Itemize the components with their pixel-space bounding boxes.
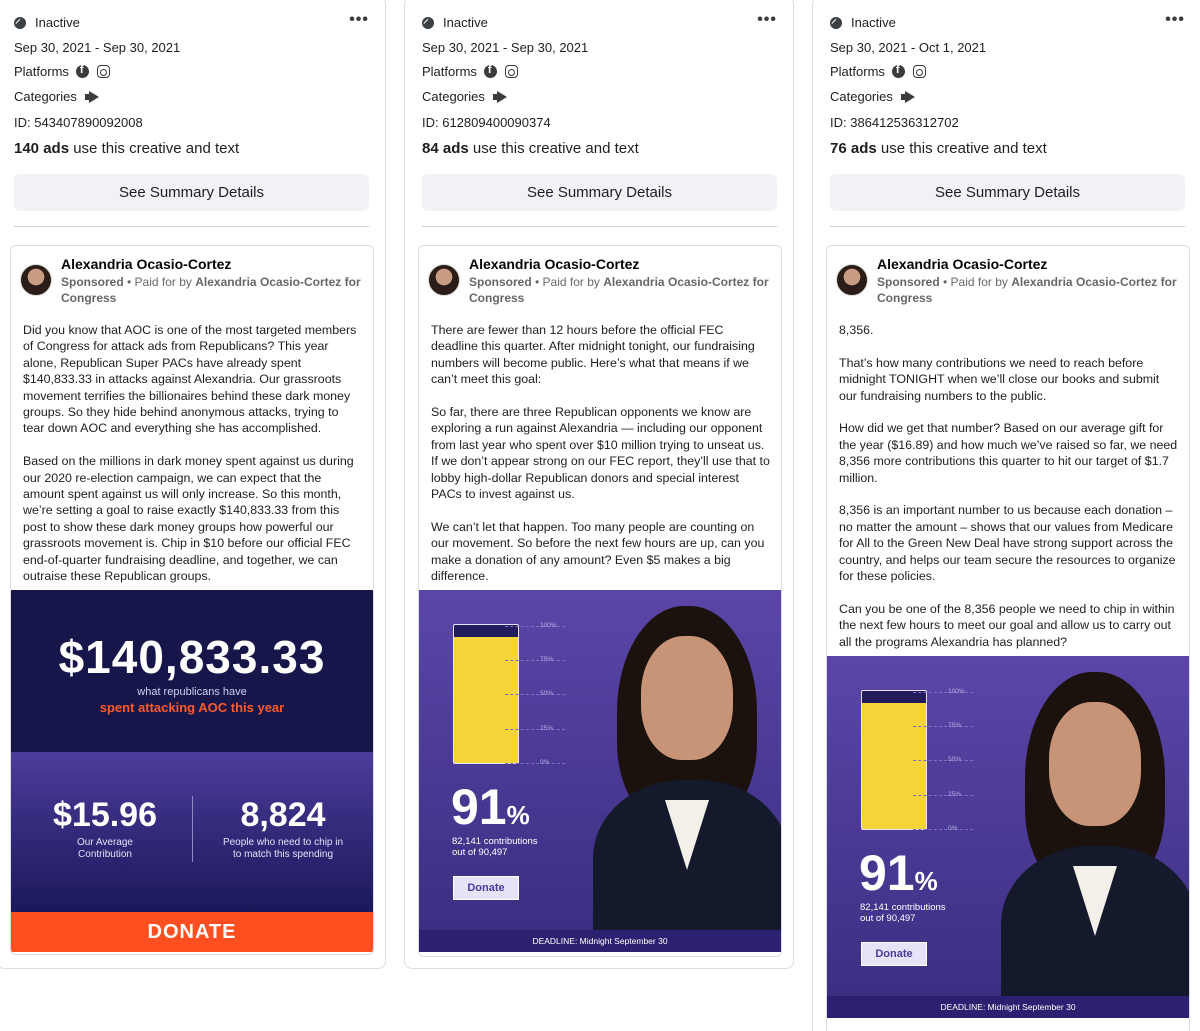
creative-big-amount: $140,833.33 xyxy=(58,631,326,683)
instagram-icon xyxy=(505,65,518,78)
status xyxy=(422,15,488,30)
sponsored-label: Sponsored xyxy=(61,275,124,289)
meter-ticks xyxy=(505,622,565,766)
tick-label: 50% xyxy=(540,690,554,697)
percent-number: 91 xyxy=(859,845,915,901)
avatar[interactable] xyxy=(20,264,52,296)
categories-label: Categories xyxy=(422,89,485,104)
donate-button[interactable]: Donate xyxy=(453,876,519,900)
ad-meta xyxy=(0,0,385,237)
tick-label: 75% xyxy=(948,722,962,729)
percent-number: 91 xyxy=(451,779,507,835)
ad-creative[interactable] xyxy=(827,656,1189,1018)
see-summary-details-button[interactable]: See Summary Details xyxy=(830,174,1185,211)
ads-count-line xyxy=(14,140,239,157)
categories-label: Categories xyxy=(830,89,893,104)
sponsored-line xyxy=(61,274,363,306)
megaphone-icon xyxy=(493,91,507,103)
see-summary-details-button[interactable]: See Summary Details xyxy=(422,174,777,211)
facebook-icon xyxy=(484,65,497,78)
platforms-label: Platforms xyxy=(422,64,477,79)
contributions-text xyxy=(860,902,946,924)
ads-count: 76 ads xyxy=(830,140,877,157)
instagram-icon xyxy=(913,65,926,78)
facebook-icon xyxy=(76,65,89,78)
portrait-image xyxy=(569,600,781,930)
status xyxy=(830,15,896,30)
ads-count: 140 ads xyxy=(14,140,70,157)
instagram-icon xyxy=(97,65,110,78)
sponsored-line xyxy=(469,274,771,306)
tick-label: 25% xyxy=(540,725,554,732)
categories-row xyxy=(14,89,99,104)
paid-for-by: Alexandria Ocasio-Cortez for Congress xyxy=(469,275,769,305)
ads-count: 84 ads xyxy=(422,140,469,157)
creative-line2: spent attacking AOC this year xyxy=(99,700,285,715)
creative-line1: what republicans have xyxy=(137,686,247,698)
ads-count-line xyxy=(422,140,639,157)
see-summary-details-button[interactable]: See Summary Details xyxy=(14,174,369,211)
platforms-row xyxy=(14,64,110,79)
more-options-icon[interactable]: ••• xyxy=(1165,11,1185,28)
contrib-line2: out of 90,497 xyxy=(860,913,916,924)
contrib-line2: out of 90,497 xyxy=(452,847,508,858)
ads-count-suffix: use this creative and text xyxy=(69,140,240,157)
avatar[interactable] xyxy=(428,264,460,296)
ad-body-text: There are fewer than 12 hours before the official FEC deadline this quarter. After midnight tonight, our fundraising numbers will become public. Here’s what that means if we can’t meet this goal: So far, there are three Republican opponents we know are exploring a run against Alexandria — including our opponent from last year who spent over $10 million trying to unseat us. If we don’t appear strong on our FEC report, they’ll use that to lobby high-dollar Republican donors and special interest PACs to invest against us. We can’t let that happen. Too many people are counting on our movement. So before the next few hours are up, can you make a donation of any amount? Even $5 makes a big difference. xyxy=(431,323,770,584)
ad-preview xyxy=(10,245,374,955)
percent-value xyxy=(859,844,938,902)
inactive-check-icon xyxy=(422,17,434,29)
status xyxy=(14,15,80,30)
paid-for-by: Alexandria Ocasio-Cortez for Congress xyxy=(877,275,1177,305)
facebook-icon xyxy=(892,65,905,78)
sponsored-label: Sponsored xyxy=(877,275,940,289)
meter-ticks xyxy=(913,688,973,832)
tick-label: 50% xyxy=(948,756,962,763)
ad-card-3 xyxy=(812,0,1200,1031)
stat1-label: Our Average Contribution xyxy=(77,837,133,860)
stat-people-needed xyxy=(193,796,373,861)
paid-for-by: Alexandria Ocasio-Cortez for Congress xyxy=(61,275,361,305)
megaphone-icon xyxy=(85,91,99,103)
paid-for-prefix: • Paid for by xyxy=(939,275,1012,289)
tick-label: 100% xyxy=(948,688,965,695)
percent-value xyxy=(451,778,530,836)
deadline-banner: DEADLINE: Midnight September 30 xyxy=(419,930,781,952)
categories-label: Categories xyxy=(14,89,77,104)
ad-card-2 xyxy=(404,0,794,969)
categories-row xyxy=(422,89,507,104)
deadline-banner: DEADLINE: Midnight September 30 xyxy=(827,996,1189,1018)
percent-sign: % xyxy=(914,866,938,896)
ad-card-1 xyxy=(0,0,386,969)
donate-banner[interactable]: DONATE xyxy=(11,912,373,952)
platforms-row xyxy=(830,64,926,79)
ad-creative[interactable] xyxy=(11,590,373,952)
stat2-label: People who need to chip in to match this spending xyxy=(222,837,344,860)
tick-label: 100% xyxy=(540,622,557,629)
stat1-value: $15.96 xyxy=(53,796,157,834)
platforms-label: Platforms xyxy=(14,64,69,79)
percent-sign: % xyxy=(506,800,530,830)
ad-body-text: Did you know that AOC is one of the most targeted members of Congress for attack ads from Republicans? This year alone, Republican Super PACs have already spent $140,833.33 in attacks against Alexandria. Our grassroots movement terrifies the billionaires behind these dark money groups. So they hide behind anonymous attacks, trying to tear down AOC and everything she has accomplished. Based on the millions in dark money spent against us during our 2020 re-election campaign, we can expect that the amount spent against us will only increase. So this month, we’re setting a goal to raise exactly $140,833.33 from this post to show these dark money groups how powerful our grassroots movement is. Chip in $10 before our official FEC end-of-quarter fundraising deadline, and together, we can outraise these Republican groups. xyxy=(23,323,357,584)
paid-for-prefix: • Paid for by xyxy=(123,275,196,289)
contrib-line1: 82,141 contributions xyxy=(452,836,538,847)
paid-for-prefix: • Paid for by xyxy=(531,275,604,289)
divider xyxy=(14,226,369,227)
stat-average-contribution xyxy=(15,796,195,861)
ads-count-suffix: use this creative and text xyxy=(468,140,639,157)
megaphone-icon xyxy=(901,91,915,103)
more-options-icon[interactable]: ••• xyxy=(349,11,369,28)
inactive-check-icon xyxy=(14,17,26,29)
status-label: Inactive xyxy=(443,15,488,30)
divider xyxy=(422,226,777,227)
ad-body-text: 8,356. That’s how many contributions we need to reach before midnight TONIGHT when we’ll close our books and submit our fundraising numbers to the public. How did we get that number? Based on our average gift for the year ($16.89) and how much we’ve raised so far, we need 8,356 more contributions this quarter to hit our target of $1.7 million. 8,356 is an important number to us because each donation – no matter the amount – shows that our values from Medicare for All to the Green New Deal have strong support across the country, and helps our team secure the resources to organize for these policies. Can you be one of the 8,356 people we need to chip in within the next few hours to meet our goal and allow us to carry out all the programs Alexandria has planned? xyxy=(839,323,1178,649)
portrait-image xyxy=(977,666,1189,996)
status-label: Inactive xyxy=(851,15,896,30)
sponsored-line xyxy=(877,274,1179,306)
ad-preview xyxy=(418,245,782,957)
sponsored-label: Sponsored xyxy=(469,275,532,289)
date-range: Sep 30, 2021 - Sep 30, 2021 xyxy=(14,40,181,55)
date-range: Sep 30, 2021 - Sep 30, 2021 xyxy=(422,40,589,55)
date-range: Sep 30, 2021 - Oct 1, 2021 xyxy=(830,40,987,55)
tick-label: 75% xyxy=(540,656,554,663)
ad-creative[interactable] xyxy=(419,590,781,952)
inactive-check-icon xyxy=(830,17,842,29)
creative-stats xyxy=(11,752,373,912)
ad-preview xyxy=(826,245,1190,1031)
platforms-row xyxy=(422,64,518,79)
categories-row xyxy=(830,89,915,104)
ads-count-suffix: use this creative and text xyxy=(876,140,1047,157)
ad-id: ID: 543407890092008 xyxy=(14,115,143,130)
ad-id: ID: 386412536312702 xyxy=(830,115,959,130)
tick-label: 25% xyxy=(948,791,962,798)
status-label: Inactive xyxy=(35,15,80,30)
ads-count-line xyxy=(830,140,1047,157)
ad-meta xyxy=(813,0,1200,237)
stat2-value: 8,824 xyxy=(240,796,326,834)
avatar[interactable] xyxy=(836,264,868,296)
contributions-text xyxy=(452,836,538,858)
contrib-line1: 82,141 contributions xyxy=(860,902,946,913)
donate-button[interactable]: Donate xyxy=(861,942,927,966)
more-options-icon[interactable]: ••• xyxy=(757,11,777,28)
creative-header xyxy=(11,590,373,752)
tick-label: 0% xyxy=(540,759,550,766)
advertiser-name[interactable]: Alexandria Ocasio-Cortez xyxy=(61,256,232,272)
advertiser-name[interactable]: Alexandria Ocasio-Cortez xyxy=(877,256,1048,272)
tick-label: 0% xyxy=(948,825,958,832)
platforms-label: Platforms xyxy=(830,64,885,79)
ad-id: ID: 612809400090374 xyxy=(422,115,551,130)
divider xyxy=(830,226,1185,227)
advertiser-name[interactable]: Alexandria Ocasio-Cortez xyxy=(469,256,640,272)
ad-meta xyxy=(405,0,793,237)
